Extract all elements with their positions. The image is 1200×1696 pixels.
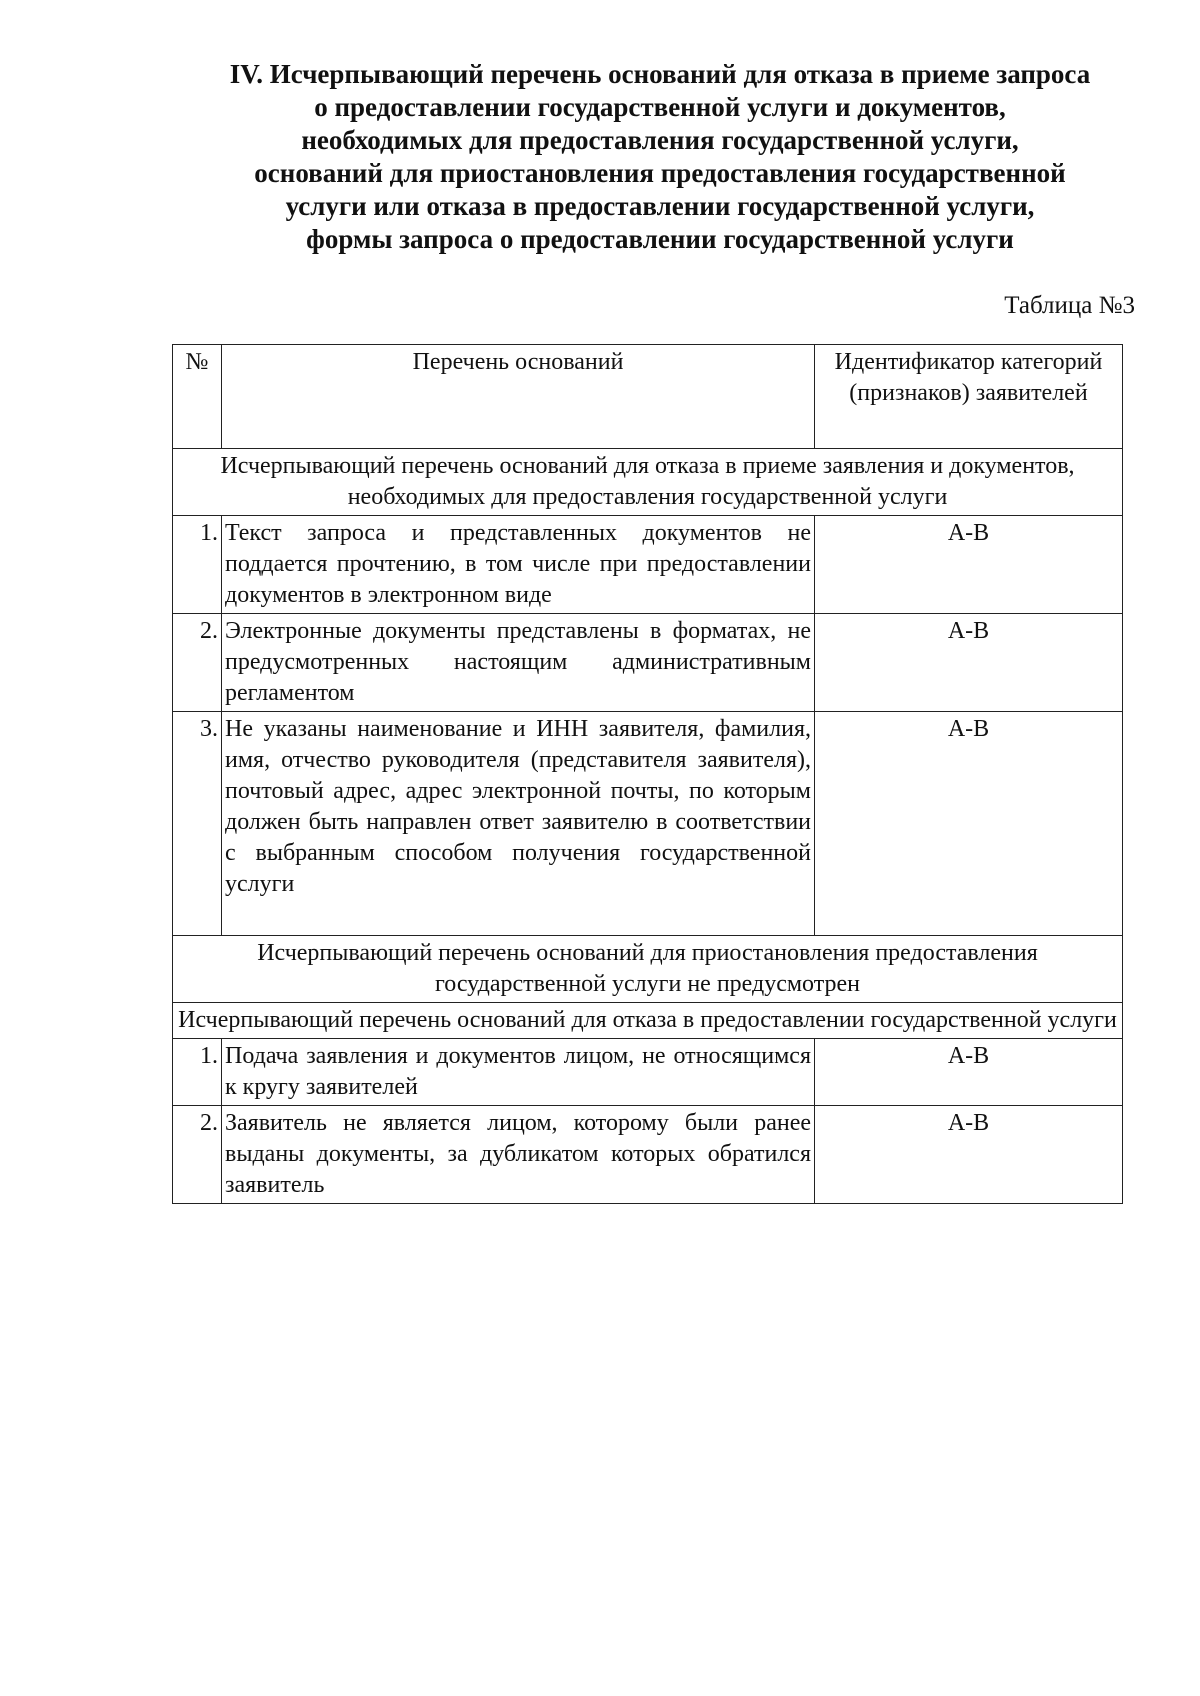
section-row [173, 449, 1123, 516]
row-number: 3. [173, 712, 222, 936]
heading-line: IV. Исчерпывающий перечень оснований для отказа в приеме запроса [229, 59, 1091, 89]
row-ground-text: Заявитель не является лицом, которому были ранее выданы документы, за дубликатом которых обратился заявитель [222, 1106, 815, 1204]
heading-line: необходимых для предоставления государственной услуги, [301, 125, 1019, 155]
section-heading [200, 58, 1120, 256]
table-row [173, 516, 1123, 614]
row-category-code: А-В [815, 516, 1123, 614]
row-category-code: А-В [815, 1039, 1123, 1106]
section-title-suspension: Исчерпывающий перечень оснований для приостановления предоставления государственной услуги не предусмотрен [173, 936, 1123, 1003]
table-header-row [173, 345, 1123, 449]
row-category-code: А-В [815, 1106, 1123, 1204]
row-category-code: А-В [815, 614, 1123, 712]
heading-line: услуги или отказа в предоставлении государственной услуги, [285, 191, 1035, 221]
row-number: 2. [173, 614, 222, 712]
section-title-refusal-of-service: Исчерпывающий перечень оснований для отказа в предоставлении государственной услуги [173, 1003, 1123, 1039]
row-ground-text: Текст запроса и представленных документов не поддается прочтению, в том числе при предоставлении документов в электронном виде [222, 516, 815, 614]
section-row [173, 1003, 1123, 1039]
row-ground-text: Не указаны наименование и ИНН заявителя, фамилия, имя, отчество руководителя (представителя заявителя), почтовый адрес, адрес электронной почты, по которым должен быть направлен ответ заявителю в соответствии с выбранным способом получения государственной услуги [222, 712, 815, 936]
grounds-table [172, 344, 1123, 1204]
table-row [173, 1039, 1123, 1106]
section-row [173, 936, 1123, 1003]
row-ground-text: Подача заявления и документов лицом, не относящимся к кругу заявителей [222, 1039, 815, 1106]
row-number: 1. [173, 516, 222, 614]
row-number: 1. [173, 1039, 222, 1106]
heading-line: о предоставлении государственной услуги и документов, [314, 92, 1006, 122]
header-grounds-list: Перечень оснований [222, 345, 815, 449]
table-row [173, 712, 1123, 936]
heading-line: формы запроса о предоставлении государственной услуги [306, 224, 1014, 254]
table-row [173, 614, 1123, 712]
header-number: № [173, 345, 222, 449]
heading-line: оснований для приостановления предоставления государственной [254, 158, 1066, 188]
header-applicant-category-identifier: Идентификатор категорий (признаков) заявителей [815, 345, 1123, 449]
table-caption: Таблица №3 [1004, 292, 1135, 319]
row-category-code: А-В [815, 712, 1123, 936]
row-ground-text: Электронные документы представлены в форматах, не предусмотренных настоящим административным регламентом [222, 614, 815, 712]
table-row [173, 1106, 1123, 1204]
row-number: 2. [173, 1106, 222, 1204]
section-title-refusal-to-accept: Исчерпывающий перечень оснований для отказа в приеме заявления и документов, необходимых для предоставления государственной услуги [173, 449, 1123, 516]
